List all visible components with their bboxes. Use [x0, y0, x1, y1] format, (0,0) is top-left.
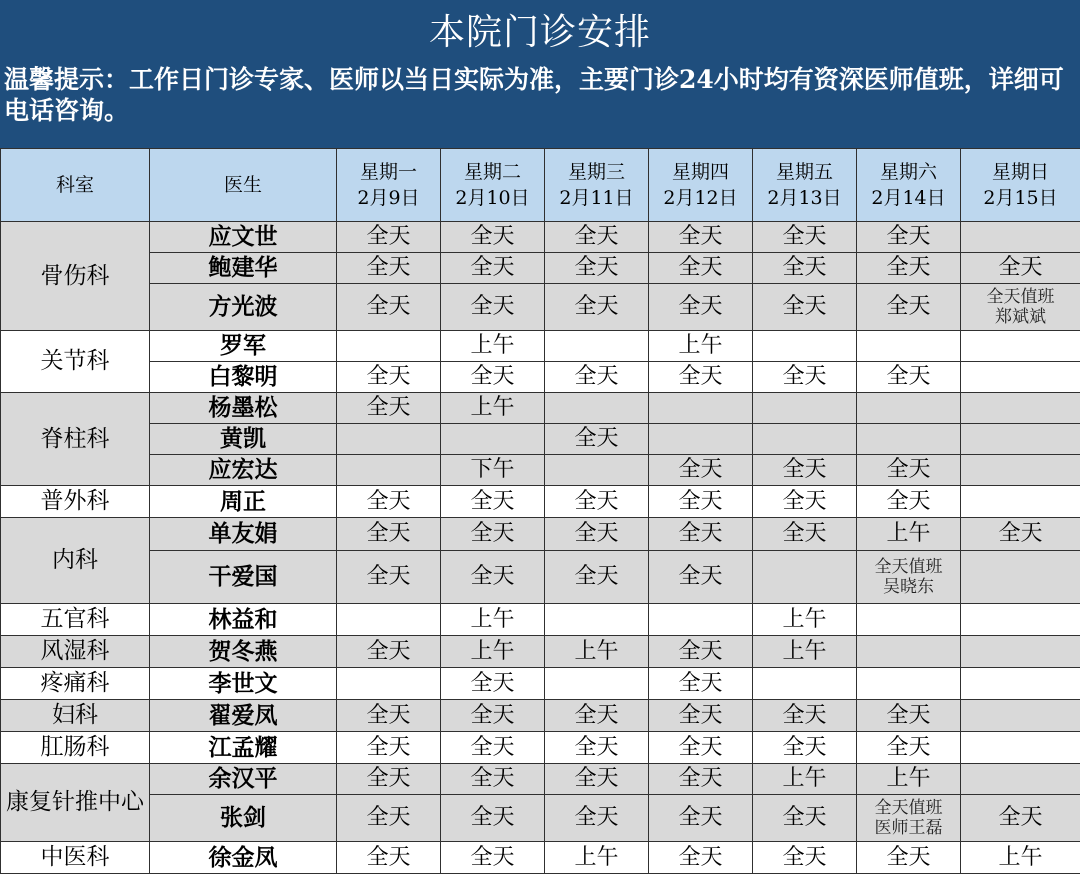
schedule-cell: 全天: [441, 486, 545, 518]
schedule-cell: 全天: [857, 700, 961, 732]
schedule-cell: [545, 393, 649, 424]
doctor-cell: 贺冬燕: [150, 636, 337, 668]
weekday-label: 星期一: [360, 161, 417, 183]
schedule-cell: 全天: [649, 732, 753, 764]
schedule-cell: [649, 604, 753, 636]
department-cell: 妇科: [1, 700, 150, 732]
schedule-cell: 全天: [545, 222, 649, 253]
weekday-label: 星期四: [672, 161, 729, 183]
schedule-cell: 全天: [337, 486, 441, 518]
schedule-cell: [545, 455, 649, 486]
schedule-cell: 上午: [753, 764, 857, 795]
table-row: [1, 253, 1080, 284]
schedule-cell: [441, 424, 545, 455]
date-label: 2月11日: [559, 187, 633, 209]
schedule-cell: 全天: [337, 636, 441, 668]
department-cell: 脊柱科: [1, 393, 150, 486]
date-label: 2月12日: [663, 187, 737, 209]
schedule-cell: 全天: [857, 222, 961, 253]
schedule-cell: 全天: [753, 518, 857, 551]
schedule-cell: 全天: [649, 764, 753, 795]
schedule-cell: 全天: [857, 362, 961, 393]
schedule-cell: [753, 331, 857, 362]
schedule-cell: 全天: [441, 222, 545, 253]
schedule-cell: 全天: [545, 362, 649, 393]
department-cell: 风湿科: [1, 636, 150, 668]
schedule-cell: 全天: [441, 284, 545, 331]
table-row: [1, 842, 1080, 874]
schedule-cell: 全天: [649, 253, 753, 284]
weekday-label: 星期六: [880, 161, 937, 183]
schedule-cell: 全天: [545, 551, 649, 604]
doctor-cell: 罗军: [150, 331, 337, 362]
schedule-cell: 全天: [441, 518, 545, 551]
column-header-day: [545, 149, 649, 222]
schedule-cell: [961, 636, 1080, 668]
schedule-cell: 全天: [337, 253, 441, 284]
column-header-dept: 科室: [1, 149, 150, 222]
schedule-cell: 全天: [337, 732, 441, 764]
department-cell: 普外科: [1, 486, 150, 518]
schedule-cell: 全天: [857, 842, 961, 874]
weekday-label: 星期五: [776, 161, 833, 183]
schedule-cell: 全天: [649, 636, 753, 668]
schedule-cell: 上午: [857, 764, 961, 795]
doctor-cell: 林益和: [150, 604, 337, 636]
schedule-cell: [961, 331, 1080, 362]
doctor-cell: 张剑: [150, 795, 337, 842]
schedule-cell: [961, 700, 1080, 732]
schedule-cell: [961, 455, 1080, 486]
doctor-cell: 江孟耀: [150, 732, 337, 764]
schedule-cell: 全天: [649, 284, 753, 331]
schedule-cell: 全天值班 郑斌斌: [961, 284, 1080, 331]
table-row: [1, 424, 1080, 455]
schedule-cell: 全天: [545, 424, 649, 455]
department-cell: 中医科: [1, 842, 150, 874]
schedule-cell: [753, 551, 857, 604]
schedule-cell: 全天: [337, 393, 441, 424]
schedule-cell: 全天: [857, 486, 961, 518]
department-cell: 关节科: [1, 331, 150, 393]
schedule-cell: [961, 551, 1080, 604]
schedule-cell: [857, 331, 961, 362]
schedule-cell: [961, 362, 1080, 393]
schedule-cell: 全天: [961, 795, 1080, 842]
schedule-cell: 全天: [649, 455, 753, 486]
schedule-cell: 全天: [753, 842, 857, 874]
schedule-cell: 全天: [545, 732, 649, 764]
column-header-day: [441, 149, 545, 222]
schedule-cell: 全天: [545, 764, 649, 795]
department-cell: 康复针推中心: [1, 764, 150, 842]
doctor-cell: 杨墨松: [150, 393, 337, 424]
schedule-cell: 全天: [753, 362, 857, 393]
doctor-cell: 单友娟: [150, 518, 337, 551]
table-row: [1, 795, 1080, 842]
schedule-cell: 全天: [857, 732, 961, 764]
department-cell: 五官科: [1, 604, 150, 636]
schedule-cell: [961, 486, 1080, 518]
schedule-cell: [961, 604, 1080, 636]
schedule-cell: 全天: [545, 518, 649, 551]
schedule-cell: 上午: [857, 518, 961, 551]
doctor-cell: 白黎明: [150, 362, 337, 393]
schedule-cell: 全天: [753, 222, 857, 253]
schedule-cell: [961, 668, 1080, 700]
weekday-label: 星期三: [568, 161, 625, 183]
column-header-day: [961, 149, 1080, 222]
schedule-cell: 全天: [649, 486, 753, 518]
table-row: [1, 732, 1080, 764]
schedule-cell: 全天: [545, 253, 649, 284]
header-row: [1, 149, 1080, 222]
schedule-cell: 全天: [649, 795, 753, 842]
schedule-cell: [961, 222, 1080, 253]
schedule-cell: 全天: [337, 700, 441, 732]
schedule-cell: [857, 424, 961, 455]
schedule-cell: 下午: [441, 455, 545, 486]
schedule-cell: [649, 424, 753, 455]
schedule-cell: 全天值班 医师王磊: [857, 795, 961, 842]
table-row: [1, 700, 1080, 732]
schedule-cell: 全天: [753, 455, 857, 486]
schedule-cell: 上午: [961, 842, 1080, 874]
date-label: 2月14日: [871, 187, 945, 209]
table-row: [1, 668, 1080, 700]
table-row: [1, 636, 1080, 668]
schedule-cell: 全天: [545, 700, 649, 732]
doctor-cell: 翟爱凤: [150, 700, 337, 732]
schedule-cell: 全天: [441, 253, 545, 284]
doctor-cell: 周正: [150, 486, 337, 518]
schedule-cell: [545, 668, 649, 700]
schedule-cell: 全天: [857, 253, 961, 284]
schedule-cell: [961, 424, 1080, 455]
schedule-cell: [961, 764, 1080, 795]
schedule-cell: 全天: [441, 732, 545, 764]
schedule-cell: 全天: [753, 486, 857, 518]
schedule-cell: [857, 393, 961, 424]
schedule-cell: 全天: [961, 253, 1080, 284]
table-row: [1, 604, 1080, 636]
schedule-cell: [337, 668, 441, 700]
schedule-cell: 全天: [337, 518, 441, 551]
schedule-cell: [857, 604, 961, 636]
doctor-cell: 鲍建华: [150, 253, 337, 284]
schedule-cell: 全天: [545, 284, 649, 331]
schedule-cell: [649, 393, 753, 424]
schedule-cell: 全天: [337, 842, 441, 874]
doctor-cell: 徐金凤: [150, 842, 337, 874]
department-cell: 肛肠科: [1, 732, 150, 764]
doctor-cell: 应文世: [150, 222, 337, 253]
schedule-cell: 全天: [753, 795, 857, 842]
department-cell: 疼痛科: [1, 668, 150, 700]
page-title: 本院门诊安排: [0, 0, 1080, 64]
schedule-cell: 全天: [649, 668, 753, 700]
schedule-cell: 全天: [753, 253, 857, 284]
schedule-cell: 全天: [649, 362, 753, 393]
schedule-cell: 全天: [649, 551, 753, 604]
table-row: [1, 222, 1080, 253]
schedule-cell: 上午: [441, 636, 545, 668]
schedule-cell: [753, 424, 857, 455]
schedule-cell: 全天: [857, 284, 961, 331]
schedule-cell: 全天: [649, 518, 753, 551]
schedule-cell: 全天: [753, 284, 857, 331]
schedule-cell: 全天: [545, 486, 649, 518]
schedule-cell: 上午: [545, 636, 649, 668]
schedule-cell: 全天: [337, 362, 441, 393]
schedule-body: [1, 222, 1080, 874]
schedule-cell: 全天: [441, 764, 545, 795]
schedule-cell: [545, 604, 649, 636]
column-header-day: [857, 149, 961, 222]
weekday-label: 星期日: [992, 161, 1049, 183]
table-row: [1, 393, 1080, 424]
table-row: [1, 362, 1080, 393]
table-row: [1, 455, 1080, 486]
table-row: [1, 331, 1080, 362]
schedule-cell: 全天: [441, 700, 545, 732]
schedule-cell: [337, 604, 441, 636]
schedule-cell: 全天: [649, 222, 753, 253]
schedule-cell: 全天: [753, 732, 857, 764]
weekday-label: 星期二: [464, 161, 521, 183]
schedule-cell: 全天: [753, 700, 857, 732]
date-label: 2月10日: [455, 187, 529, 209]
notice-text: 温馨提示：工作日门诊专家、医师以当日实际为准，主要门诊24小时均有资深医师值班，详细可电话咨询。: [4, 64, 1076, 126]
schedule-cell: [337, 331, 441, 362]
doctor-cell: 干爱国: [150, 551, 337, 604]
header-banner: [0, 0, 1080, 148]
doctor-cell: 余汉平: [150, 764, 337, 795]
schedule-cell: 全天: [441, 842, 545, 874]
schedule-cell: [961, 393, 1080, 424]
doctor-cell: 李世文: [150, 668, 337, 700]
schedule-cell: [857, 636, 961, 668]
schedule-cell: 全天: [337, 284, 441, 331]
column-header-day: [337, 149, 441, 222]
schedule-cell: 全天: [337, 795, 441, 842]
schedule-cell: 全天: [649, 700, 753, 732]
table-row: [1, 551, 1080, 604]
schedule-cell: 上午: [441, 331, 545, 362]
schedule-cell: [961, 732, 1080, 764]
table-row: [1, 518, 1080, 551]
date-label: 2月9日: [357, 187, 419, 209]
schedule-cell: 全天: [441, 362, 545, 393]
date-label: 2月13日: [767, 187, 841, 209]
schedule-cell: [753, 393, 857, 424]
schedule-cell: 全天: [441, 551, 545, 604]
schedule-cell: 全天: [337, 551, 441, 604]
table-row: [1, 284, 1080, 331]
schedule-cell: [857, 668, 961, 700]
schedule-cell: 全天: [545, 795, 649, 842]
column-header-day: [753, 149, 857, 222]
schedule-cell: 全天: [441, 668, 545, 700]
schedule-cell: 上午: [753, 636, 857, 668]
schedule-cell: 上午: [753, 604, 857, 636]
schedule-cell: 全天: [649, 842, 753, 874]
schedule-cell: 上午: [441, 604, 545, 636]
schedule-cell: 全天: [337, 222, 441, 253]
schedule-cell: 全天: [857, 455, 961, 486]
table-row: [1, 764, 1080, 795]
doctor-cell: 黄凯: [150, 424, 337, 455]
department-cell: 内科: [1, 518, 150, 604]
schedule-cell: 上午: [441, 393, 545, 424]
schedule-cell: [545, 331, 649, 362]
schedule-cell: [337, 455, 441, 486]
schedule-cell: 全天: [337, 764, 441, 795]
department-cell: 骨伤科: [1, 222, 150, 331]
clinic-schedule-table: [0, 148, 1080, 874]
schedule-cell: [337, 424, 441, 455]
schedule-cell: 全天: [961, 518, 1080, 551]
schedule-cell: 全天值班 吴晓东: [857, 551, 961, 604]
doctor-cell: 应宏达: [150, 455, 337, 486]
schedule-cell: 上午: [649, 331, 753, 362]
table-row: [1, 486, 1080, 518]
schedule-cell: [753, 668, 857, 700]
date-label: 2月15日: [983, 187, 1057, 209]
doctor-cell: 方光波: [150, 284, 337, 331]
column-header-doctor: 医生: [150, 149, 337, 222]
schedule-cell: 全天: [441, 795, 545, 842]
column-header-day: [649, 149, 753, 222]
schedule-cell: 上午: [545, 842, 649, 874]
